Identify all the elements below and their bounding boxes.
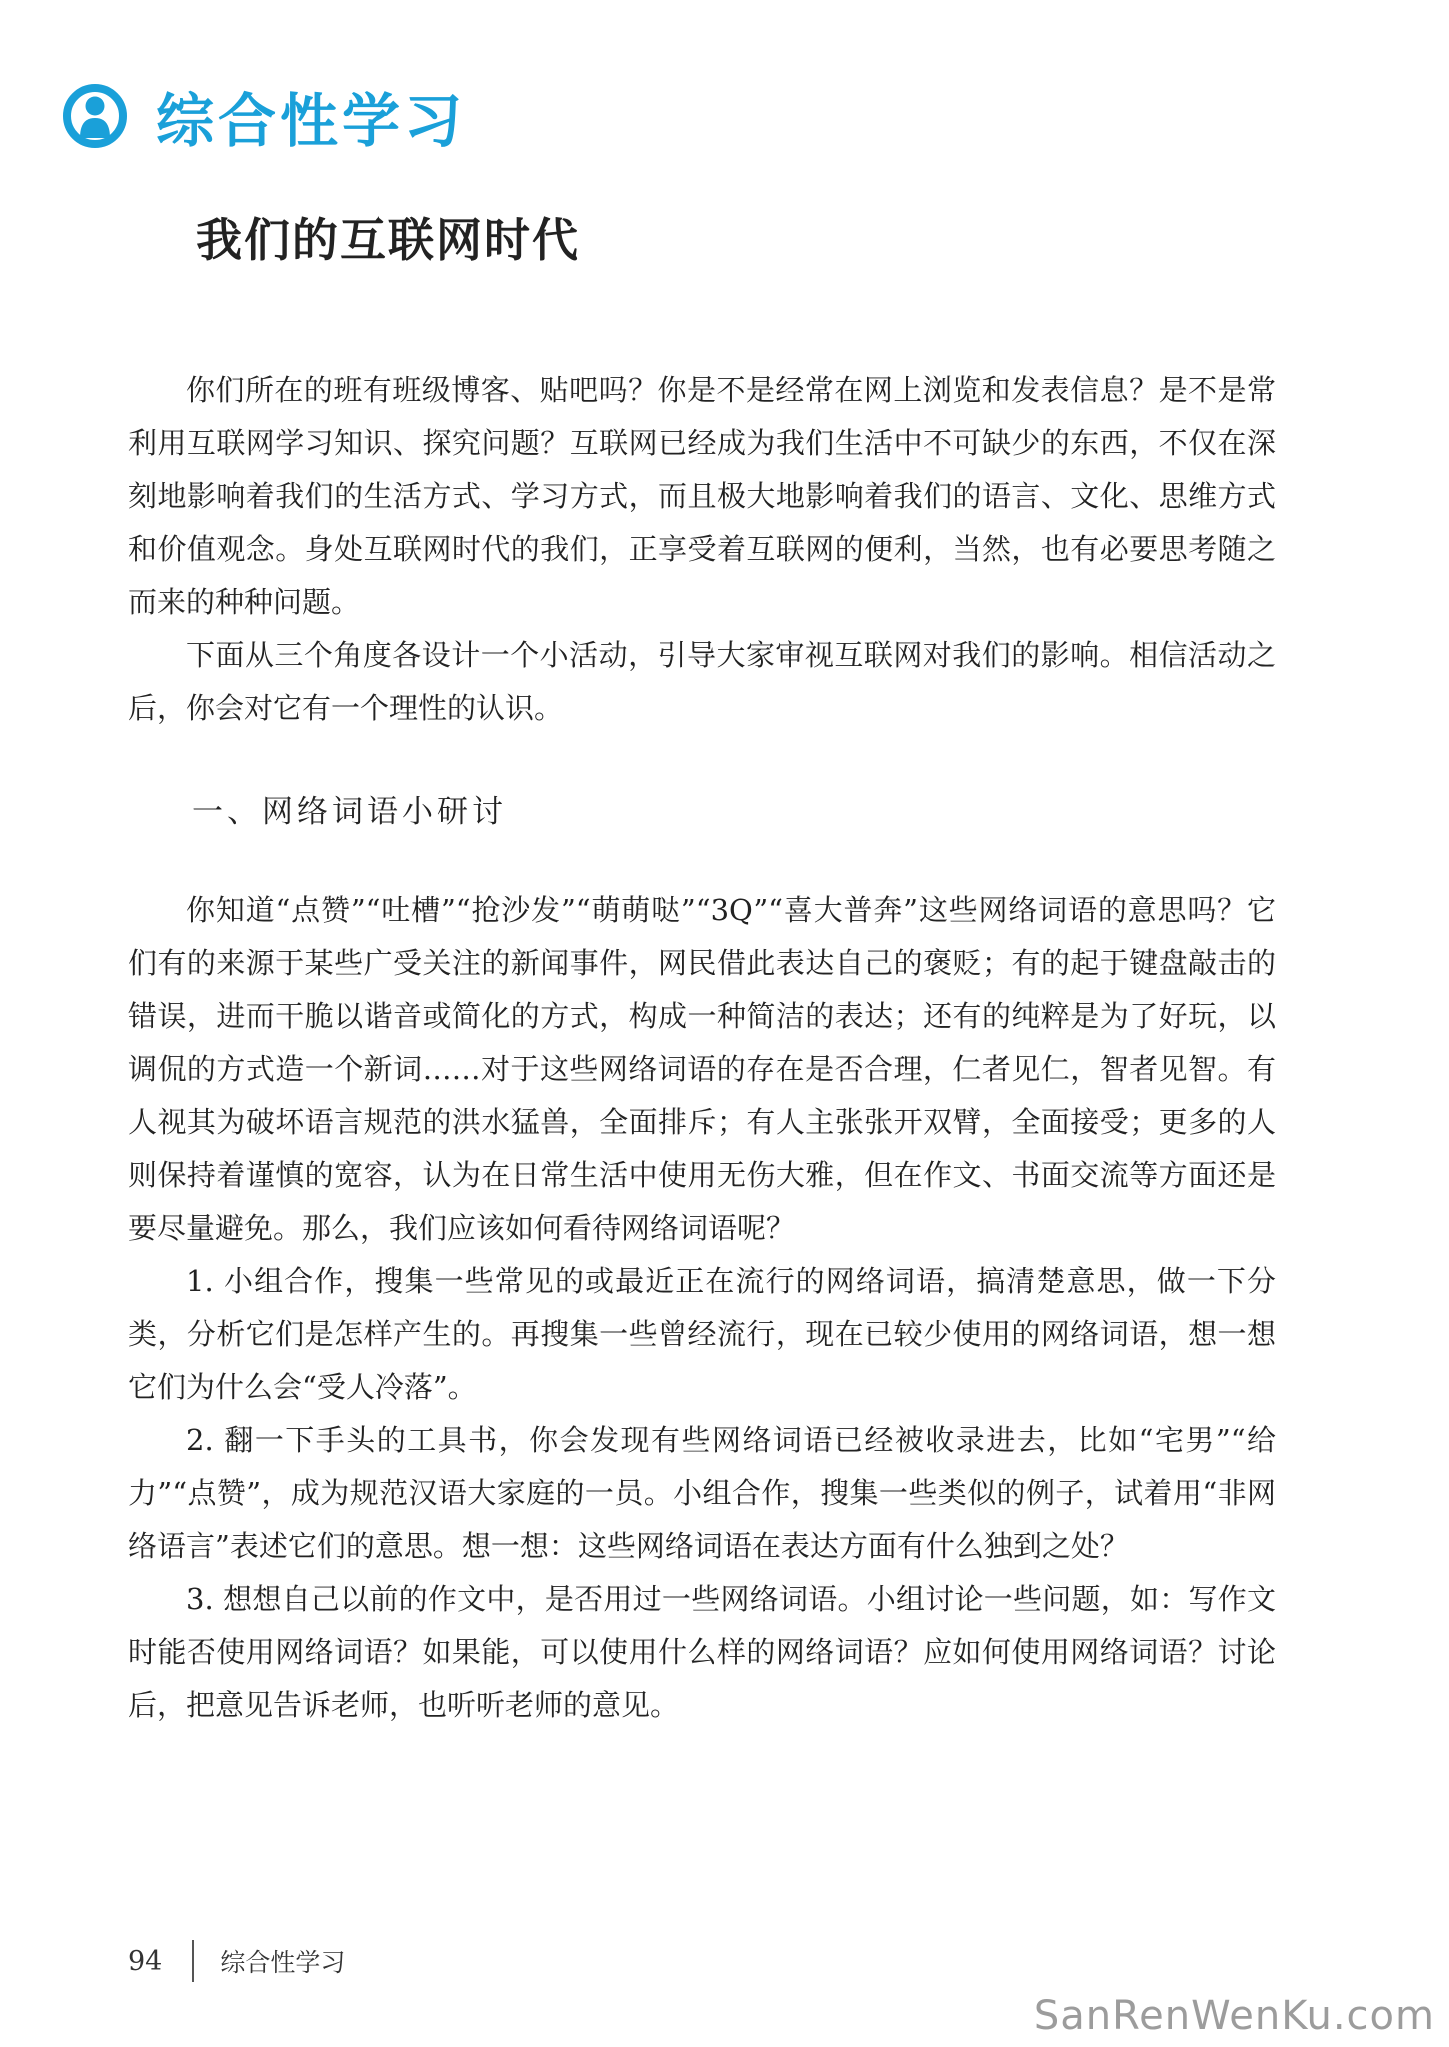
section-one-body [128, 884, 1276, 1732]
footer-section-name: 综合性学习 [220, 1948, 346, 1977]
section-header [62, 76, 466, 156]
intro-paragraph: 下面从三个角度各设计一个小活动，引导大家审视互联网对我们的影响。相信活动之后，你会对它有一个理性的认识。 [128, 638, 1276, 725]
section-paragraph: 你知道“点赞”“吐槽”“抢沙发”“萌萌哒”“3Q”“喜大普奔”这些网络词语的意思吗？它们有的来源于某些广受关注的新闻事件，网民借此表达自己的褒贬；有的起于键盘敲击的错误，进而干脆以谐音或简化的方式，构成一种简洁的表达；还有的纯粹是为了好玩，以调侃的方式造一个新词……对于这些网络词语的存在是否合理，仁者见仁，智者见智。有人视其为破坏语言规范的洪水猛兽，全面排斥；有人主张张开双臂，全面接受；更多的人则保持着谨慎的宽容，认为在日常生活中使用无伤大雅，但在作文、书面交流等方面还是要尽量避免。那么，我们应该如何看待网络词语呢？ [128, 893, 1276, 1245]
page-number: 94 [128, 1945, 163, 1977]
activity-item: 1. 小组合作，搜集一些常见的或最近正在流行的网络词语，搞清楚意思，做一下分类，分析它们是怎样产生的。再搜集一些曾经流行，现在已较少使用的网络词语，想一想它们为什么会“受人冷落”。 [128, 1264, 1276, 1404]
section-header-title: 综合性学习 [156, 87, 467, 155]
person-circle-icon [62, 83, 128, 149]
page-title: 我们的互联网时代 [196, 213, 580, 267]
page-footer [128, 1940, 345, 1982]
footer-divider [192, 1940, 194, 1982]
section-heading: 一、网络词语小研讨 [192, 794, 507, 830]
watermark: SanRenWenKu.com [1033, 1993, 1435, 2039]
intro-text [128, 364, 1276, 735]
intro-paragraph: 你们所在的班有班级博客、贴吧吗？你是不是经常在网上浏览和发表信息？是不是常利用互联网学习知识、探究问题？互联网已经成为我们生活中不可缺少的东西，不仅在深刻地影响着我们的生活方式、学习方式，而且极大地影响着我们的语言、文化、思维方式和价值观念。身处互联网时代的我们，正享受着互联网的便利，当然，也有必要思考随之而来的种种问题。 [128, 373, 1276, 619]
activity-item: 2. 翻一下手头的工具书，你会发现有些网络词语已经被收录进去，比如“宅男”“给力”“点赞”，成为规范汉语大家庭的一员。小组合作，搜集一些类似的例子，试着用“非网络语言”表述它们的意思。想一想：这些网络词语在表达方面有什么独到之处？ [128, 1423, 1276, 1563]
activity-item: 3. 想想自己以前的作文中，是否用过一些网络词语。小组讨论一些问题，如：写作文时能否使用网络词语？如果能，可以使用什么样的网络词语？应如何使用网络词语？讨论后，把意见告诉老师，也听听老师的意见。 [128, 1582, 1276, 1722]
